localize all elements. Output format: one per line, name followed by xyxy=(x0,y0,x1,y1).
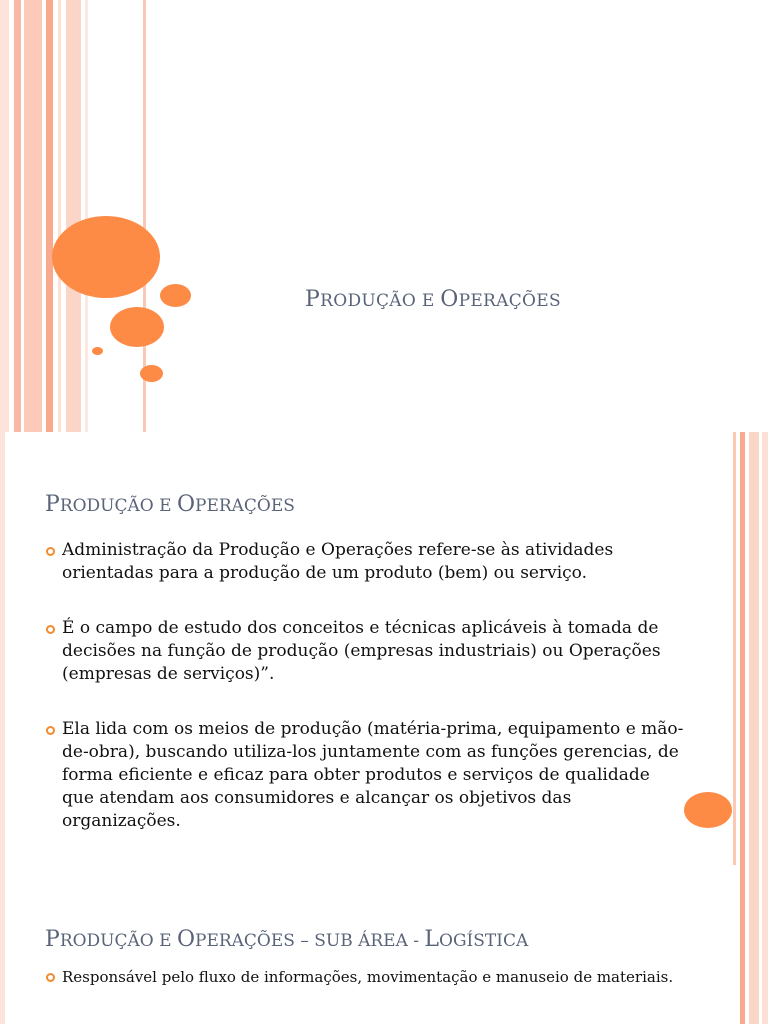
bullet-text: Ela lida com os meios de produção (matéria-prima, equipamento e mão-de-obra), buscando utiliza-los juntamente com as funções gerencias, de forma eficiente e eficaz para obter produtos e serviços de qualidade que atendam aos consumidores e alcançar os objetivos das organizações. xyxy=(62,719,684,831)
bullet-item xyxy=(45,539,685,585)
slide-content xyxy=(0,432,768,865)
bullet-item xyxy=(45,718,685,833)
decor-stripe xyxy=(733,432,736,865)
bullet-list xyxy=(45,968,685,986)
bullet-text: Responsável pelo fluxo de informações, movimentação e manuseio de materiais. xyxy=(62,968,674,986)
decor-circle xyxy=(52,216,160,298)
bullet-icon xyxy=(46,547,55,556)
bullet-item xyxy=(45,617,685,686)
decor-circle xyxy=(140,365,163,382)
bullet-text: É o campo de estudo dos conceitos e técnicas aplicáveis à tomada de decisões na função de produção (empresas industriais) ou Operações (empresas de serviços)”. xyxy=(62,618,661,684)
decor-circle xyxy=(160,284,191,307)
decor-stripe xyxy=(14,0,21,432)
decor-circle xyxy=(684,792,732,828)
decor-stripe xyxy=(762,865,768,1024)
bullet-icon xyxy=(46,973,55,982)
slide-heading: PRODUÇÃO E OPERAÇÕES xyxy=(45,492,295,517)
slide-content xyxy=(0,865,768,1024)
decor-stripe xyxy=(749,865,759,1024)
bullet-icon xyxy=(46,625,55,634)
decor-stripe xyxy=(66,0,81,432)
decor-stripe xyxy=(0,0,9,432)
decor-stripe xyxy=(85,0,88,432)
decor-circle xyxy=(92,347,103,355)
decor-stripe xyxy=(740,432,745,865)
decor-stripe xyxy=(740,865,745,1024)
decor-stripe xyxy=(0,432,5,865)
decor-circle xyxy=(110,307,164,347)
slide-title-heading: PRODUÇÃO E OPERAÇÕES xyxy=(305,287,561,312)
bullet-icon xyxy=(46,726,55,735)
slide-heading: PRODUÇÃO E OPERAÇÕES – SUB ÁREA - LOGÍSTICA xyxy=(45,927,529,952)
bullet-text: Administração da Produção e Operações refere-se às atividades orientadas para a produção de um produto (bem) ou serviço. xyxy=(62,540,614,583)
decor-stripe xyxy=(0,865,5,1024)
decor-stripe xyxy=(762,432,768,865)
decor-stripe xyxy=(749,432,759,865)
bullet-list xyxy=(45,539,685,833)
slide-title xyxy=(0,0,768,432)
bullet-item xyxy=(45,968,685,986)
decor-stripe xyxy=(46,0,53,432)
decor-stripe xyxy=(24,0,42,432)
decor-stripe xyxy=(58,0,61,432)
